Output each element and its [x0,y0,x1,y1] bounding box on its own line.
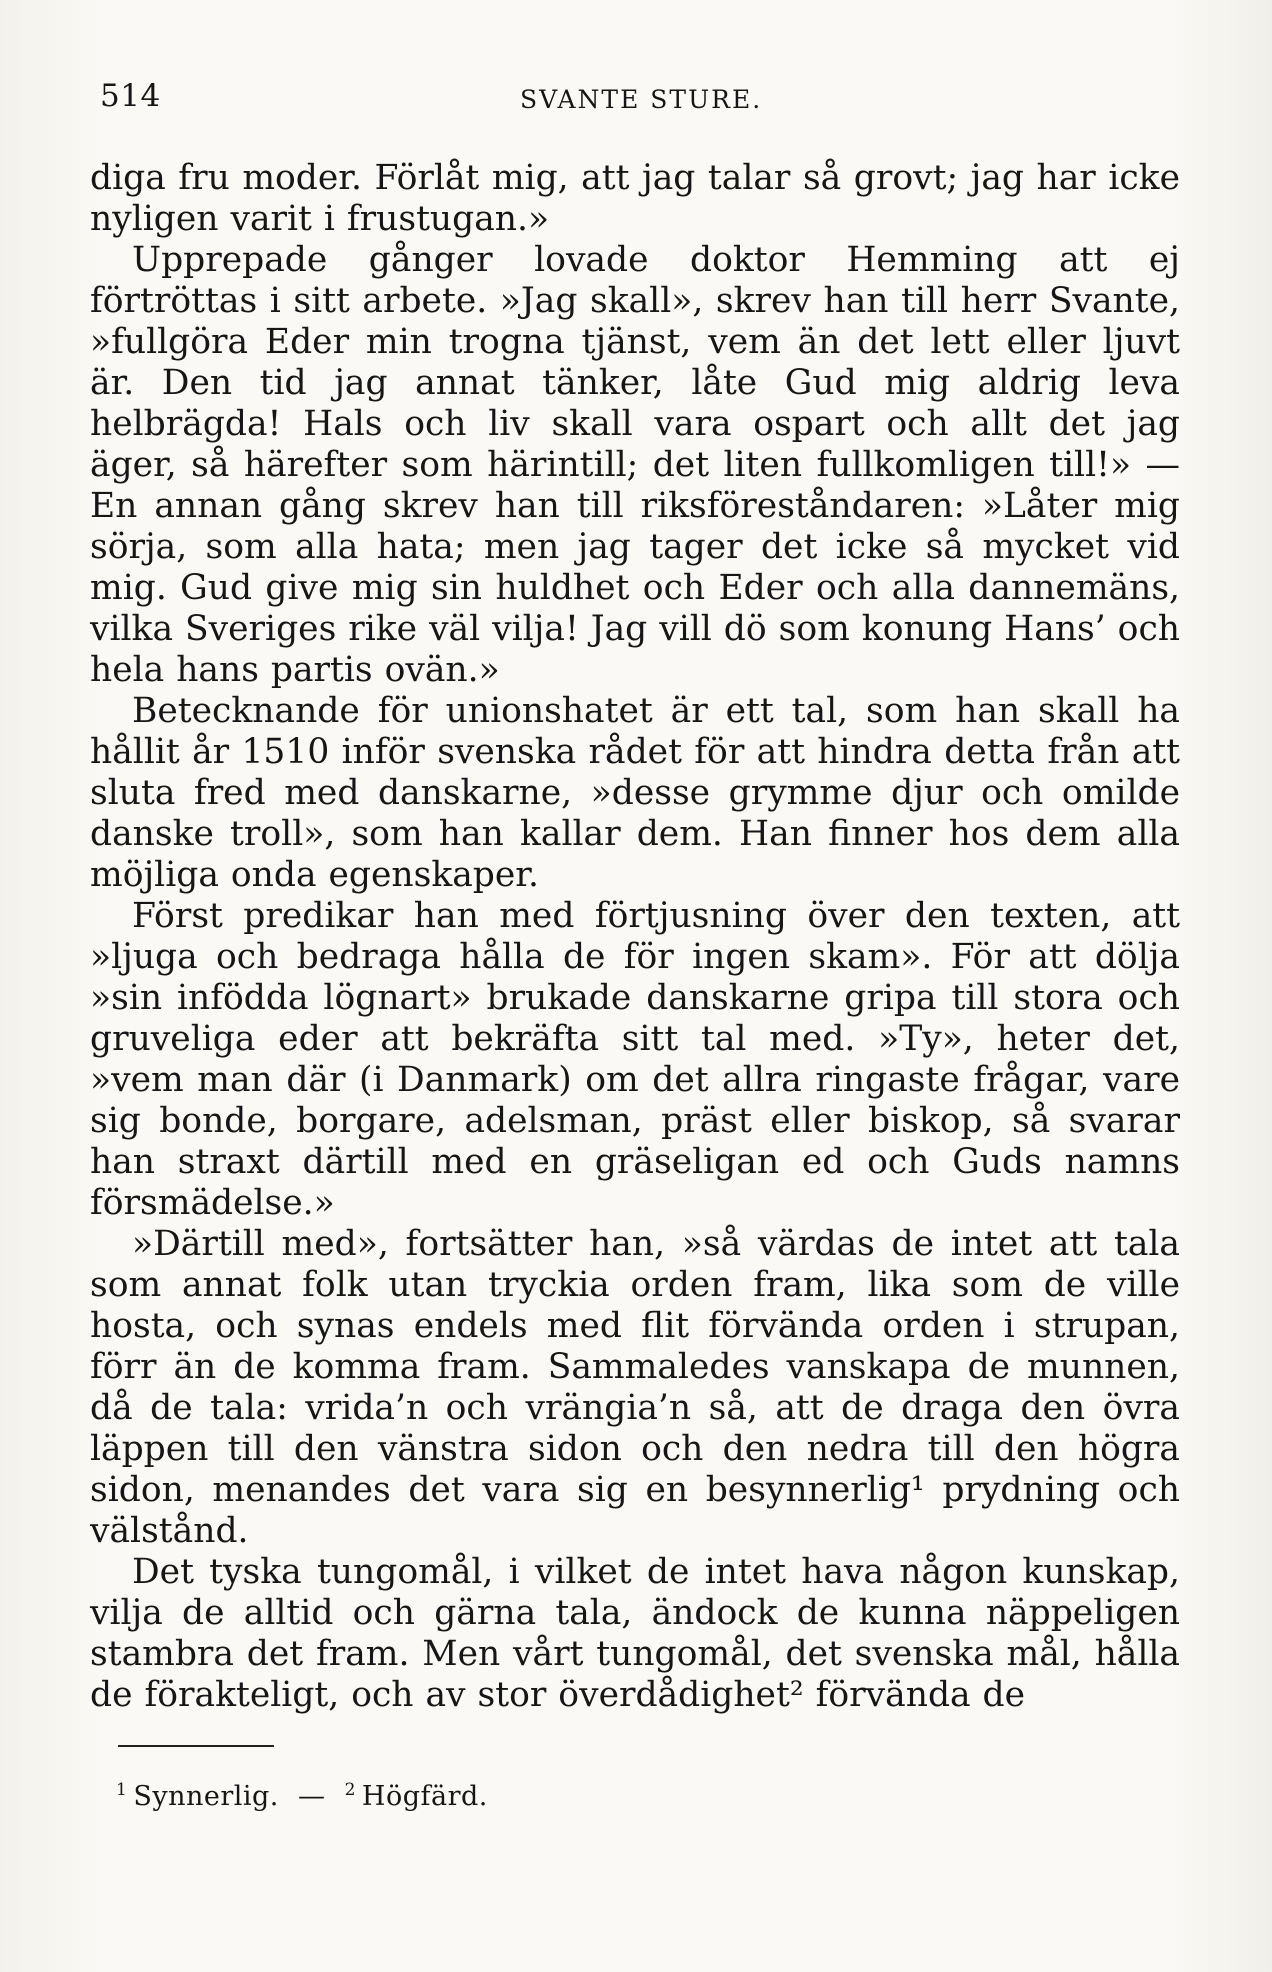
footnote-divider [118,1745,274,1747]
paragraph: Först predikar han med förtjusning över den texten, att »ljuga och bedraga hålla de för ingen skam». För att dölja »sin infödda lögnart» brukade danskarne gripa till stora och gruveliga eder att bekräfta sitt tal med. »Ty», heter det, »vem man där (i Danmark) om det allra ringaste frågar, vare sig bonde, borgare, adelsman, präst eller biskop, så svarar han straxt därtill med en gräseligan ed och Guds namns försmädelse.» [90,896,1180,1223]
footnote-text: Synnerlig. [133,1781,279,1812]
footnote-marker: 1 [116,1780,128,1800]
body-text [90,158,1180,1716]
footnote-2 [345,1781,488,1812]
footnote-separator: — [297,1781,326,1812]
footnotes [116,1780,488,1812]
paragraph: Betecknande för unionshatet är ett tal, som han skall ha hållit år 1510 inför svenska rådet för att hindra detta från att sluta fred med danskarne, »desse grymme djur och omilde danske troll», som han kallar dem. Han finner hos dem alla möjliga onda egenskaper. [90,691,1180,895]
paragraph: »Därtill med», fortsätter han, »så värdas de intet att tala som annat folk utan tryckia orden fram, lika som de ville hosta, och synas endels med flit förvända orden i strupan, förr än de komma fram. Sammaledes vanskapa de munnen, då de tala: vrida’n och vrängia’n så, att de draga den övra läppen till den vänstra sidon och den nedra till den högra sidon, menandes det vara sig en besynnerlig¹ prydning och välstånd. [90,1224,1180,1551]
running-title: SVANTE STURE. [520,85,763,114]
paragraph: diga fru moder. Förlåt mig, att jag talar så grovt; jag har icke nyligen varit i frustugan.» [90,158,1180,239]
page-header [100,78,1180,118]
paragraph: Det tyska tungomål, i vilket de intet hava någon kunskap, vilja de alltid och gärna tala, ändock de kunna näppeligen stambra det fram. Men vårt tungomål, det svenska mål, hålla de förakteligt, och av stor överdådighet² förvända de [90,1552,1180,1715]
footnote-marker: 2 [344,1780,356,1800]
footnote-1 [116,1781,288,1812]
footnote-text: Högfärd. [361,1781,488,1812]
page-number: 514 [100,78,161,114]
paragraph: Upprepade gånger lovade doktor Hemming att ej förtröttas i sitt arbete. »Jag skall», skrev han till herr Svante, »fullgöra Eder min trogna tjänst, vem än det lett eller ljuvt är. Den tid jag annat tänker, låte Gud mig aldrig leva helbrägda! Hals och liv skall vara ospart och allt det jag äger, så härefter som härintill; det liten fullkomligen till!» — En annan gång skrev han till riksföreståndaren: »Låter mig sörja, som alla hata; men jag tager det icke så mycket vid mig. Gud give mig sin huldhet och Eder och alla dannemäns, vilka Sveriges rike väl vilja! Jag vill dö som konung Hans’ och hela hans partis ovän.» [90,240,1180,690]
